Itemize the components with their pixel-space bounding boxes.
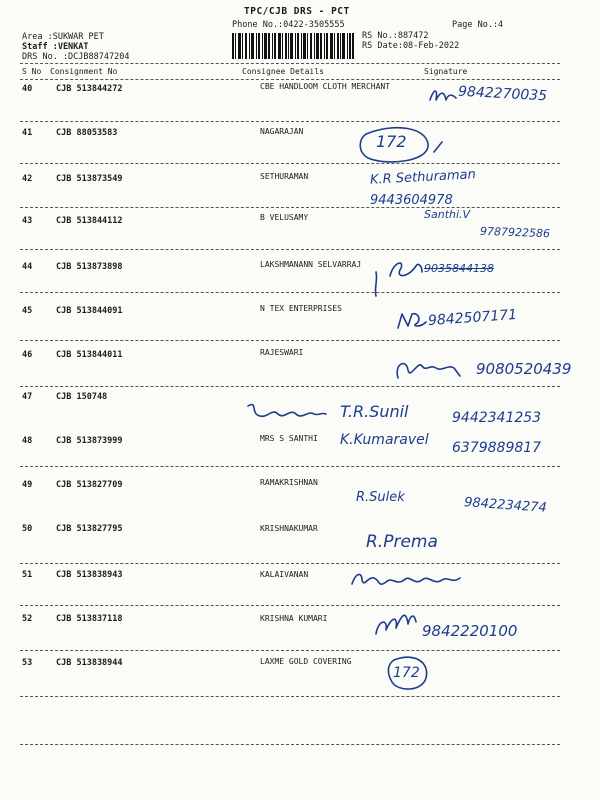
signature-phone: 9842234274	[463, 495, 548, 516]
row-consignee: MRS S SANTHI	[260, 434, 318, 443]
row-consignment: CJB 513873898	[56, 262, 123, 272]
signature-scribble	[244, 400, 330, 424]
row-sno: 42	[22, 174, 33, 184]
row-sno: 45	[22, 306, 33, 316]
row-sno: 52	[22, 614, 33, 624]
signature-phone: 9080520439	[476, 360, 572, 378]
barcode-image	[232, 33, 354, 59]
row-consignee: KALAIVANAN	[260, 570, 309, 579]
signature-text: 172	[376, 132, 407, 151]
row-consignment: CJB 513838944	[56, 658, 123, 668]
row-consignee: LAXME GOLD COVERING	[260, 657, 352, 666]
signature-scribble	[392, 354, 472, 384]
divider	[20, 605, 560, 606]
rs-number: RS No.:887472	[362, 31, 429, 41]
signature-phone: 9842507171	[427, 306, 518, 330]
divider	[20, 163, 560, 164]
signature-name: T.R.Sunil	[340, 402, 409, 421]
row-consignment: CJB 150748	[56, 392, 108, 402]
row-sno: 48	[22, 436, 33, 446]
signature-phone: 9842270035	[457, 83, 548, 105]
divider	[20, 207, 560, 208]
divider	[20, 79, 560, 80]
row-consignee: RAJESWARI	[260, 348, 304, 357]
signature-scribble	[386, 258, 426, 282]
row-consignee: CBE HANDLOOM CLOTH MERCHANT	[260, 82, 391, 91]
row-consignee: RAMAKRISHNAN	[260, 478, 318, 487]
row-sno: 51	[22, 570, 33, 580]
row-consignee: SETHURAMAN	[260, 172, 309, 181]
row-consignee: KRISHNAKUMAR	[260, 524, 318, 533]
row-consignment: CJB 513844091	[56, 306, 123, 316]
row-sno: 43	[22, 216, 33, 226]
divider	[20, 466, 560, 467]
divider	[20, 249, 560, 250]
signature-phone: 9442341253	[452, 410, 542, 426]
row-sno: 47	[22, 392, 33, 402]
column-header-signature: Signature	[424, 67, 468, 76]
divider	[20, 63, 560, 64]
signature-name: K.Kumaravel	[340, 432, 429, 448]
signature-scribble	[348, 568, 468, 592]
page-number: Page No.:4	[452, 20, 504, 30]
divider	[20, 121, 560, 122]
signature-phone: 9787922586	[479, 224, 551, 241]
signature-scribble	[396, 310, 428, 332]
row-sno: 41	[22, 128, 33, 138]
row-sno: 40	[22, 84, 33, 94]
row-sno: 53	[22, 658, 33, 668]
row-consignment: CJB 513837118	[56, 614, 123, 624]
row-consignment: CJB 513827709	[56, 480, 123, 490]
divider	[20, 650, 560, 651]
row-consignee: N TEX ENTERPRISES	[260, 304, 342, 313]
column-header-sno: S No	[22, 67, 42, 76]
signature-text: 172	[393, 665, 420, 681]
staff-label: Staff :VENKAT	[22, 42, 89, 52]
row-consignment: CJB 513838943	[56, 570, 123, 580]
signature-phone: 9035844138	[424, 262, 494, 275]
phone-number: Phone No.:0422-3505555	[232, 20, 345, 30]
row-consignment: CJB 513844011	[56, 350, 123, 360]
divider	[20, 696, 560, 697]
row-consignee: KRISHNA KUMARI	[260, 614, 328, 623]
row-sno: 46	[22, 350, 33, 360]
divider	[20, 563, 560, 564]
report-title: TPC/CJB DRS - PCT	[244, 6, 350, 17]
row-sno: 50	[22, 524, 33, 534]
signature-phone: 9842220100	[422, 622, 518, 640]
area-label: Area :SUKWAR PET	[22, 32, 104, 42]
column-header-consignee: Consignee Details	[242, 67, 324, 76]
signature-phone: 6379889817	[452, 440, 542, 456]
divider	[20, 292, 560, 293]
signature-name: Santhi.V	[424, 208, 471, 221]
divider	[20, 744, 560, 745]
signature-name: R.Prema	[366, 532, 438, 552]
signature-phone: 9443604978	[370, 193, 453, 208]
row-consignee: B VELUSAMY	[260, 213, 309, 222]
barcode-graphic	[232, 33, 354, 59]
column-header-consignment: Consignment No	[50, 67, 118, 76]
divider	[20, 340, 560, 341]
row-consignment: CJB 88053583	[56, 128, 118, 138]
divider	[20, 386, 560, 387]
row-consignee: LAKSHMANANN SELVARRAJ	[260, 260, 362, 269]
row-consignment: CJB 513844272	[56, 84, 123, 94]
row-consignment: CJB 513844112	[56, 216, 123, 226]
rs-date: RS Date:08-Feb-2022	[362, 41, 460, 51]
signature-scribble	[428, 86, 458, 106]
row-sno: 49	[22, 480, 33, 490]
row-sno: 44	[22, 262, 33, 272]
row-consignment: CJB 513873999	[56, 436, 123, 446]
signature-scribble	[372, 606, 420, 642]
signature-stroke	[368, 270, 384, 298]
row-consignee: NAGARAJAN	[260, 127, 304, 136]
signature-name: K.R Sethuraman	[369, 167, 477, 188]
signature-name: R.Sulek	[356, 490, 405, 505]
row-consignment: CJB 513873549	[56, 174, 123, 184]
row-consignment: CJB 513827795	[56, 524, 123, 534]
drs-number: DRS No. :DCJB88747204	[22, 52, 130, 62]
